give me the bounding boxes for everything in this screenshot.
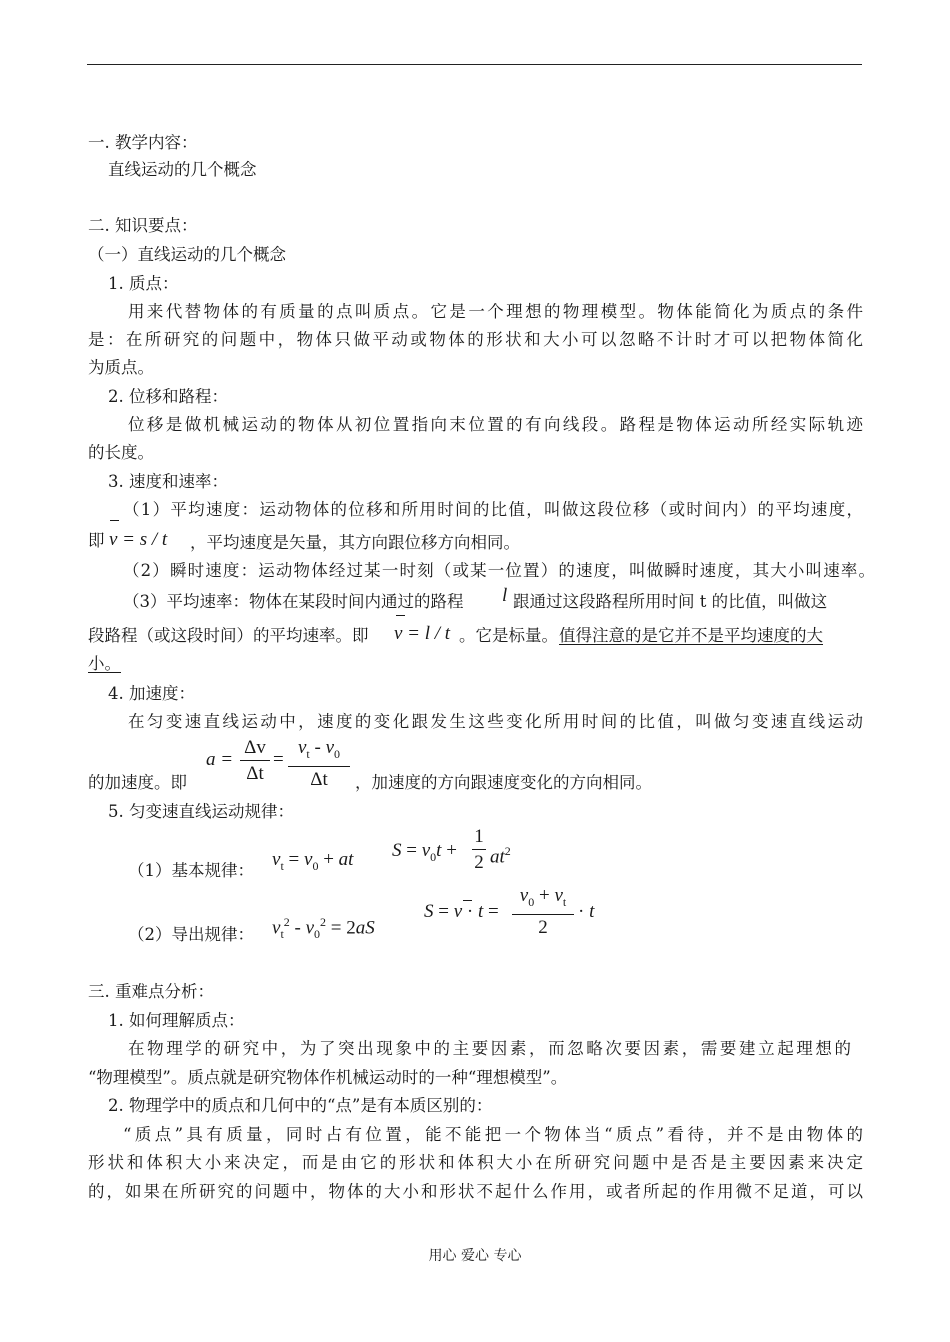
point-2-title: 2. 位移和路程： bbox=[108, 387, 228, 406]
avg-speed-note-a: 值得注意的是它并不是平均速度的大 bbox=[559, 626, 823, 645]
avg-speed-note-b: 小。 bbox=[88, 654, 121, 673]
accel-fraction-1-num: Δv bbox=[244, 737, 266, 758]
derived-eq-2-rhs: · t bbox=[578, 901, 595, 922]
basic-eq-2-rhs: $at^2$ bbox=[490, 844, 511, 868]
section-3-heading: 三. 重难点分析： bbox=[88, 982, 214, 1001]
header-rule bbox=[87, 64, 862, 65]
avg-velocity-suffix: ，平均速度是矢量，其方向跟位移方向相同。 bbox=[190, 533, 520, 552]
point-5-title: 5. 匀变速直线运动规律： bbox=[108, 802, 294, 821]
basic-eq-2-frac-num: 1 bbox=[474, 826, 484, 847]
point-4-line-2-a: 的加速度。即 bbox=[88, 773, 187, 792]
avg-speed-symbol-text: l bbox=[502, 585, 508, 606]
basic-law-label: （1）基本规律： bbox=[128, 861, 254, 880]
derived-eq-2-frac-num: $v_0 + v_t$ bbox=[519, 885, 567, 909]
frac2-sub-0: 0 bbox=[334, 746, 341, 761]
accel-lhs-text: a = bbox=[206, 749, 234, 770]
frac2-v1: v bbox=[297, 737, 307, 758]
avg-speed-formula bbox=[394, 623, 450, 645]
basic-eq-2-frac-bar bbox=[472, 849, 486, 850]
point-2-line-2: 的长度。 bbox=[88, 443, 154, 462]
point-1-title: 1. 质点： bbox=[108, 274, 179, 293]
question-1-title: 1. 如何理解质点： bbox=[108, 1011, 245, 1030]
avg-velocity-overbar bbox=[110, 520, 119, 521]
basic-eq-2-fraction bbox=[472, 826, 486, 874]
derived-eq-2-lhs: S = v · t = bbox=[424, 901, 499, 922]
page-footer: 用心 爱心 专心 bbox=[428, 1248, 522, 1264]
avg-velocity-formula bbox=[109, 529, 167, 551]
frac2-sub-t: t bbox=[306, 746, 310, 761]
accel-fraction-2-den: Δt bbox=[310, 768, 328, 790]
accel-fraction-2-bar bbox=[288, 766, 350, 767]
accel-fraction-1-den: Δt bbox=[246, 763, 264, 784]
point-3-title: 3. 速度和速率： bbox=[108, 472, 228, 491]
point-4-line-2-b: ，加速度的方向跟速度变化的方向相同。 bbox=[355, 773, 652, 792]
basic-eq-1: $v_t = v_0$ + at bbox=[272, 849, 354, 873]
question-2-line-3: 的，如果在所研究的问题中，物体的大小和形状不起什么作用，或者所起的作用微不足道，可以 bbox=[88, 1182, 863, 1201]
derived-eq-2-fraction bbox=[512, 885, 574, 939]
section-2-heading: 二. 知识要点： bbox=[88, 216, 198, 235]
avg-speed-line-1-a: （3）平均速率：物体在某段时间内通过的路程 bbox=[123, 592, 464, 611]
point-4-title: 4. 加速度： bbox=[108, 684, 195, 703]
point-2-line-1: 位移是做机械运动的物体从初位置指向末位置的有向线段。路程是物体运动所经实际轨迹 bbox=[128, 415, 863, 434]
avg-speed-line-2-b: 。它是标量。 bbox=[459, 626, 558, 645]
point-4-line-1: 在匀变速直线运动中，速度的变化跟发生这些变化所用时间的比值，叫做匀变速直线运动 bbox=[128, 712, 863, 731]
avg-speed-formula-text: v = l / t bbox=[394, 623, 451, 644]
avg-velocity-formula-text: v = s / t bbox=[109, 529, 168, 550]
accel-fraction-1 bbox=[240, 737, 270, 785]
avg-speed-line-2-a: 段路程（或这段时间）的平均速率。即 bbox=[88, 626, 369, 645]
basic-eq-2-lhs: $S = v_0t$ + bbox=[392, 840, 457, 864]
question-2-title: 2. 物理学中的质点和几何中的“点”是有本质区别的： bbox=[108, 1096, 493, 1115]
avg-velocity-line-1: （1）平均速度：运动物体的位移和所用时间的比值，叫做这段位移（或时间内）的平均速度， bbox=[123, 500, 863, 519]
instant-velocity-line: （2）瞬时速度：运动物体经过某一时刻（或某一位置）的速度，叫做瞬时速度，其大小叫速率。 bbox=[123, 561, 875, 580]
derived-eq-1: $v_t^2 - v_0^2 = 2aS$ bbox=[272, 915, 375, 942]
avg-speed-symbol bbox=[502, 585, 507, 607]
section-1-heading: 一. 教学内容： bbox=[88, 133, 198, 152]
question-2-line-1: “质点”具有质量，同时占有位置，能不能把一个物体当“质点”看待，并不是由物体的 bbox=[123, 1125, 863, 1144]
derived-eq-2-frac-den: 2 bbox=[538, 916, 548, 938]
accel-fraction-2-num bbox=[288, 737, 350, 765]
derived-law-label: （2）导出规律： bbox=[128, 925, 254, 944]
accel-eq2: = bbox=[273, 749, 284, 770]
derived-eq-2-frac-bar bbox=[512, 914, 574, 915]
subsection-1-heading: （一）直线运动的几个概念 bbox=[88, 245, 286, 264]
avg-speed-line-1-b: 跟通过这段路程所用时间 t 的比值，叫做这 bbox=[513, 592, 828, 611]
question-1-line-2: “物理模型”。质点就是研究物体作机械运动时的一种“理想模型”。 bbox=[88, 1068, 568, 1087]
frac2-mid: - v bbox=[309, 737, 335, 758]
avg-speed-overbar bbox=[396, 615, 405, 616]
accel-fraction-1-bar bbox=[240, 760, 270, 761]
section-1-topic: 直线运动的几个概念 bbox=[108, 160, 257, 179]
basic-eq-2-frac-den: 2 bbox=[474, 852, 484, 873]
point-1-line-3: 为质点。 bbox=[88, 358, 154, 377]
point-1-line-1: 用来代替物体的有质量的点叫质点。它是一个理想的物理模型。物体能简化为质点的条件 bbox=[128, 302, 863, 321]
accel-fraction-2 bbox=[288, 737, 350, 791]
accel-lhs bbox=[206, 749, 233, 771]
point-1-line-2: 是：在所研究的问题中，物体只做平动或物体的形状和大小可以忽略不计时才可以把物体简化 bbox=[88, 330, 863, 349]
question-1-line-1: 在物理学的研究中，为了突出现象中的主要因素，而忽略次要因素，需要建立起理想的 bbox=[128, 1039, 851, 1058]
avg-velocity-prefix: 即 bbox=[88, 531, 105, 550]
question-2-line-2: 形状和体积大小来决定，而是由它的形状和体积大小在所研究问题中是否是主要因素来决定 bbox=[88, 1153, 863, 1172]
